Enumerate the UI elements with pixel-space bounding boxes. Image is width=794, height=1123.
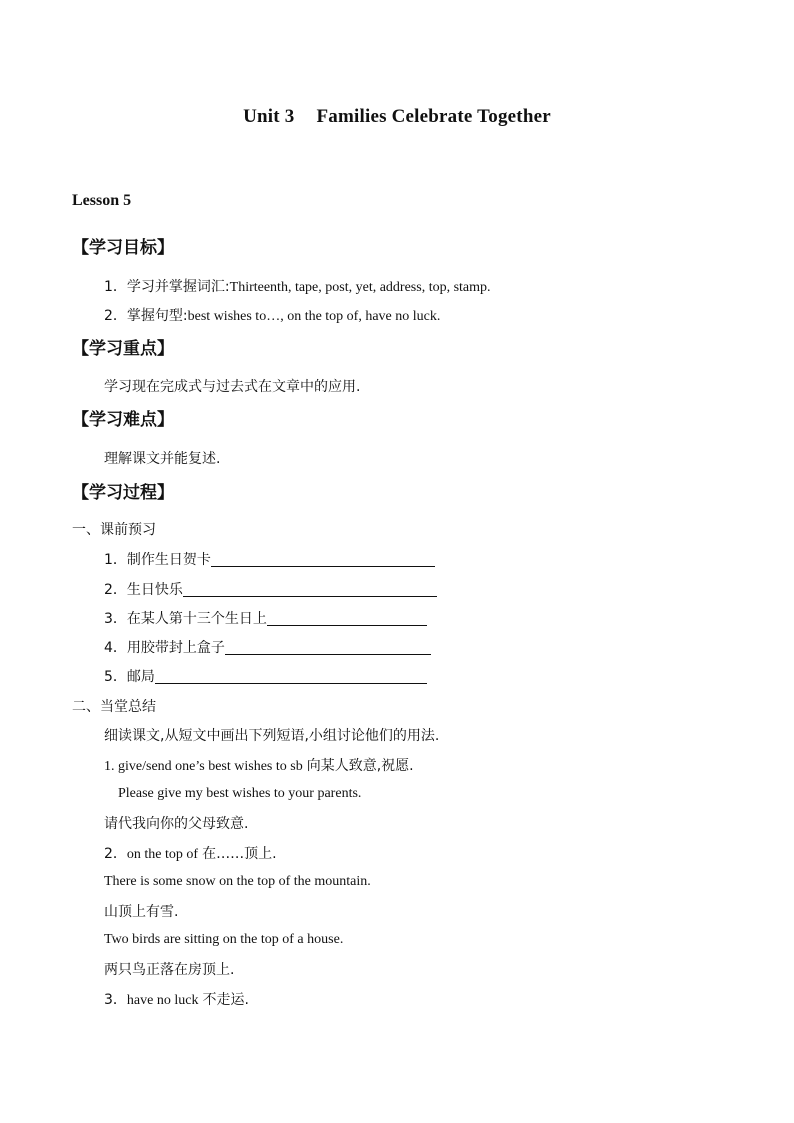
objective-num: 1．	[104, 279, 127, 295]
answer-blank[interactable]	[225, 640, 431, 655]
summary-heading: 二、当堂总结	[72, 699, 156, 715]
answer-blank[interactable]	[155, 669, 427, 684]
objective-cn: 学习并掌握词汇:	[126, 279, 230, 295]
title-unit: Unit 3	[243, 106, 295, 127]
key-points-heading: 【学习重点】	[72, 339, 174, 359]
key-points-text: 学习现在完成式与过去式在文章中的应用.	[104, 379, 361, 395]
phrase-1-example-cn: 请代我向你的父母致意.	[104, 816, 249, 832]
preview-num: 4．	[104, 640, 127, 656]
preview-item-2	[104, 579, 437, 599]
phrase-1-cn: 向某人致意,祝愿.	[306, 758, 414, 774]
preview-item-1	[104, 549, 435, 569]
summary-intro: 细读课文,从短文中画出下列短语,小组讨论他们的用法.	[104, 728, 440, 744]
preview-num: 5．	[104, 669, 127, 685]
answer-blank[interactable]	[267, 611, 427, 626]
preview-text: 用胶带封上盒子	[126, 640, 225, 656]
preview-item-5	[104, 666, 427, 686]
process-heading: 【学习过程】	[72, 483, 174, 503]
objective-item-1	[104, 276, 491, 296]
lesson-heading: Lesson 5	[72, 192, 132, 209]
phrase-2-example-1-en: There is some snow on the top of the mountain.	[104, 874, 371, 889]
objective-item-2	[104, 305, 440, 325]
objective-en: best wishes to…, on the top of, have no luck.	[187, 309, 441, 324]
preview-item-3	[104, 608, 427, 628]
preview-text: 制作生日贺卡	[126, 552, 211, 568]
phrase-3	[104, 989, 249, 1009]
answer-blank[interactable]	[211, 552, 435, 567]
difficulties-heading: 【学习难点】	[72, 410, 174, 430]
phrase-2-example-2-en: Two birds are sitting on the top of a house.	[104, 932, 344, 947]
phrase-3-num: 3．	[104, 992, 127, 1008]
phrase-2-example-1-cn: 山顶上有雪.	[104, 904, 179, 920]
difficulties-text: 理解课文并能复述.	[104, 451, 221, 467]
preview-text: 邮局	[126, 669, 155, 685]
objective-en: Thirteenth, tape, post, yet, address, top, stamp.	[229, 280, 491, 295]
document-title	[0, 106, 794, 128]
objective-num: 2．	[104, 308, 127, 324]
preview-text: 生日快乐	[126, 582, 183, 598]
phrase-3-cn: 不走运.	[202, 992, 249, 1008]
answer-blank[interactable]	[183, 582, 437, 597]
preview-heading: 一、课前预习	[72, 522, 156, 538]
phrase-3-en: have no luck	[126, 993, 199, 1008]
objective-cn: 掌握句型:	[126, 308, 188, 324]
phrase-1	[104, 755, 414, 775]
phrase-2-example-2-cn: 两只鸟正落在房顶上.	[104, 962, 235, 978]
preview-text: 在某人第十三个生日上	[126, 611, 267, 627]
preview-num: 2．	[104, 582, 127, 598]
title-name: Families Celebrate Together	[316, 106, 551, 127]
phrase-2	[104, 843, 277, 863]
phrase-1-example-en: Please give my best wishes to your parents.	[118, 786, 362, 801]
objectives-heading: 【学习目标】	[72, 238, 174, 258]
phrase-1-en: 1. give/send one’s best wishes to sb	[104, 759, 303, 774]
phrase-2-cn: 在……顶上.	[202, 846, 277, 862]
preview-num: 3．	[104, 611, 127, 627]
phrase-2-num: 2．	[104, 846, 127, 862]
preview-num: 1．	[104, 552, 127, 568]
preview-item-4	[104, 637, 431, 657]
phrase-2-en: on the top of	[126, 847, 199, 862]
